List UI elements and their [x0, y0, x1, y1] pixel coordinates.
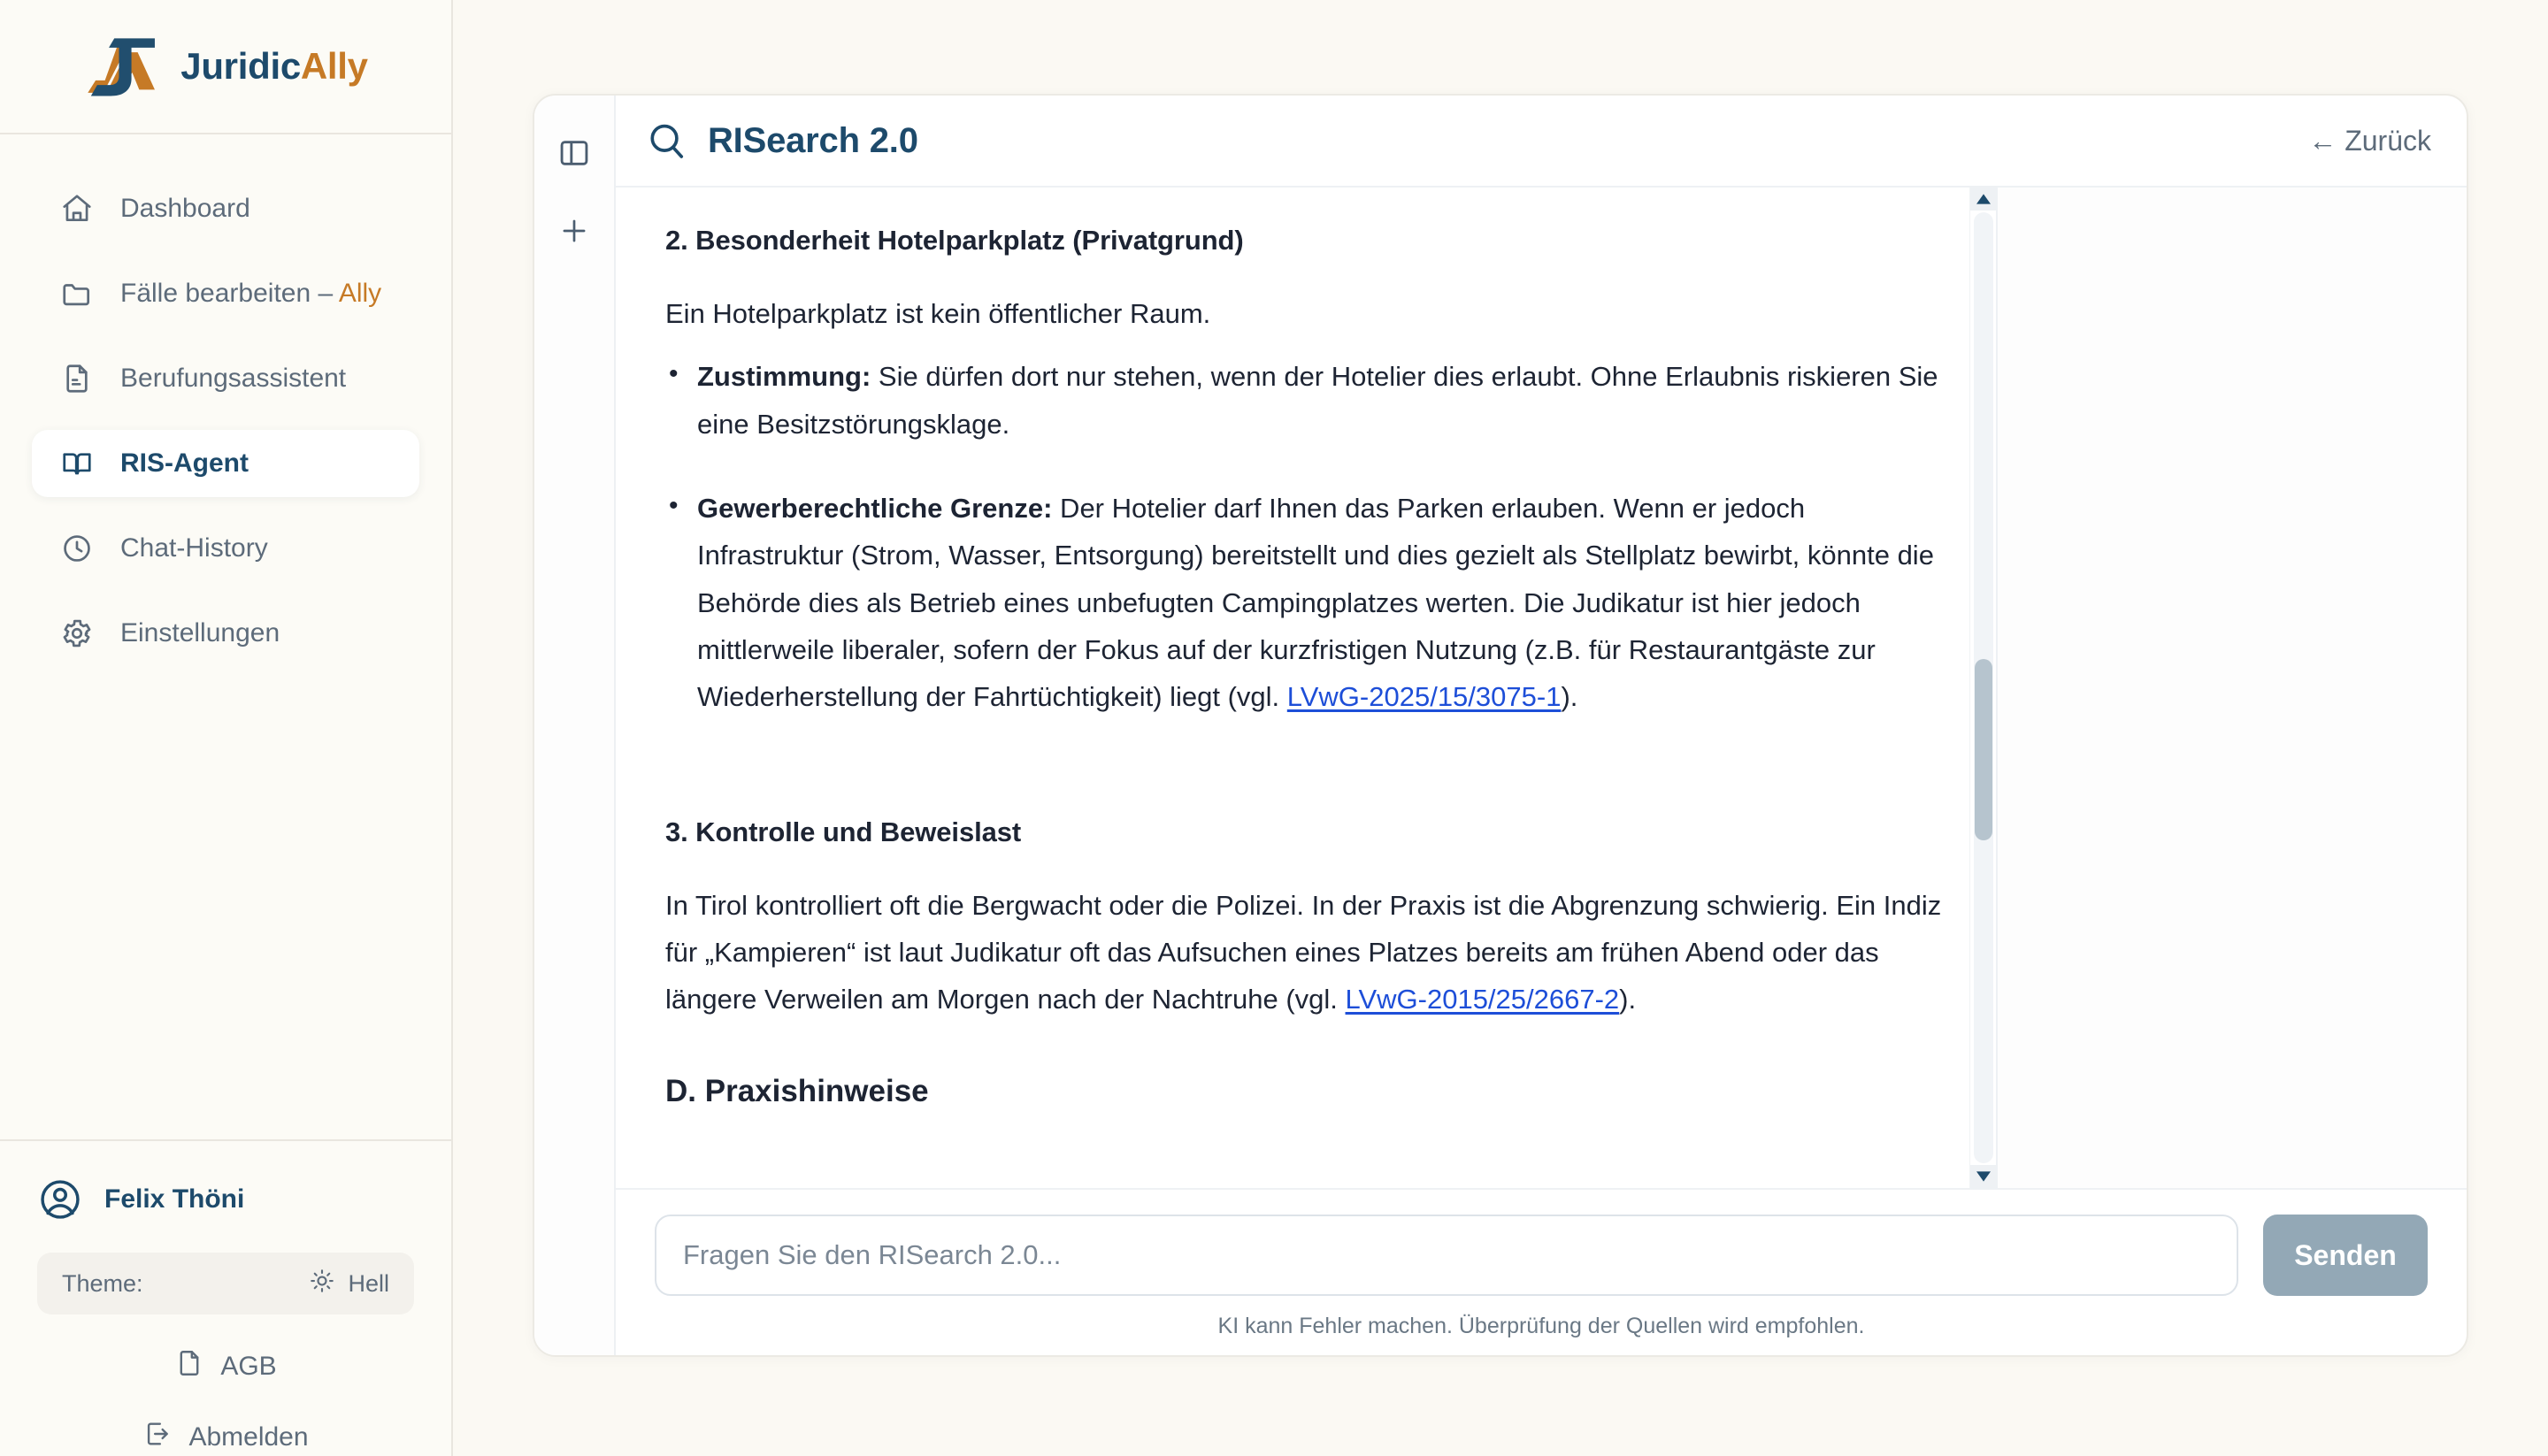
section-2-bullets	[665, 353, 1946, 720]
panel-toggle-icon[interactable]	[554, 133, 595, 173]
sidebar-item-label: Einstellungen	[120, 618, 280, 648]
chat-column	[616, 96, 2467, 1355]
composer-row	[655, 1215, 2428, 1296]
page-title: RISearch 2.0	[708, 120, 918, 160]
agb-label: AGB	[220, 1352, 277, 1381]
section-3-text-tail: ).	[1619, 984, 1637, 1015]
bullet-text: Sie dürfen dort nur stehen, wenn der Hotelier dies erlaubt. Ohne Erlaubnis riskieren Sie eine Besitzstörungsklage.	[697, 361, 1938, 440]
sidebar-item-label: Berufungsassistent	[120, 364, 347, 393]
logout-label: Abmelden	[188, 1422, 309, 1452]
sidebar-footer	[0, 1139, 451, 1456]
theme-value-text: Hell	[348, 1269, 389, 1297]
list-item	[665, 485, 1946, 721]
bullet-term: Zustimmung:	[697, 361, 871, 393]
brand-title	[180, 45, 367, 88]
plus-icon[interactable]	[554, 211, 595, 251]
ai-disclaimer: KI kann Fehler machen. Überprüfung der Quellen wird empfohlen.	[1217, 1314, 1865, 1338]
chat-rail	[534, 96, 616, 1355]
assistant-message	[665, 225, 1946, 1109]
user-name: Felix Thöni	[104, 1184, 245, 1214]
chat-composer	[616, 1188, 2467, 1355]
back-button[interactable]: ← Zurück	[2308, 124, 2431, 157]
sidebar-item-chat-history[interactable]	[32, 515, 419, 582]
sidebar-item-label: RIS-Agent	[120, 448, 249, 478]
section-3-body	[665, 882, 1946, 1023]
sidebar-nav	[0, 134, 451, 685]
agb-link[interactable]	[37, 1348, 414, 1385]
section-heading-d: D. Praxishinweise	[665, 1074, 929, 1109]
gear-icon	[60, 617, 94, 650]
message-scroll-area	[616, 188, 1998, 1188]
theme-value	[309, 1268, 389, 1300]
chat-card	[533, 94, 2468, 1357]
book-open-icon	[60, 447, 94, 480]
theme-label: Theme:	[62, 1269, 143, 1297]
section-heading-2: 2. Besonderheit Hotelparkplatz (Privatgrund)	[665, 225, 1244, 256]
citation-link[interactable]: LVwG-2015/25/2667-2	[1345, 984, 1620, 1015]
section-3-text: In Tirol kontrolliert oft die Bergwacht oder die Polizei. In der Praxis ist die Abgrenzung schwierig. Ein Indiz für „Kampieren“ ist laut Judikatur oft das Aufsuchen eines Platzes bereits am frühen Abend oder das längere Verweilen am Morgen nach der Nachtruhe (vgl.	[665, 889, 1942, 1015]
theme-toggle[interactable]	[37, 1253, 414, 1314]
juridically-monogram-icon	[83, 32, 161, 101]
bullet-text-tail: ).	[1561, 681, 1578, 713]
list-item	[665, 353, 1946, 448]
section-2-intro: Ein Hotelparkplatz ist kein öffentlicher Raum.	[665, 298, 1211, 329]
question-input[interactable]	[655, 1215, 2238, 1296]
main-area	[453, 0, 2548, 1456]
vertical-scrollbar[interactable]	[1969, 188, 1996, 1188]
logout-icon	[142, 1419, 173, 1456]
brand-header	[0, 0, 451, 134]
user-profile[interactable]	[37, 1176, 414, 1222]
caret-down-icon[interactable]	[1970, 1165, 1997, 1188]
chat-header	[616, 96, 2467, 188]
sidebar	[0, 0, 453, 1456]
citation-link[interactable]: LVwG-2025/15/3075-1	[1286, 681, 1562, 713]
sidebar-item-berufungsassistent[interactable]	[32, 345, 419, 412]
scrollbar-track[interactable]	[1974, 212, 1993, 1163]
scrollbar-thumb[interactable]	[1975, 659, 1992, 839]
brand-title-primary: Juridic	[180, 45, 301, 87]
sidebar-item-label-accent: Ally	[338, 279, 382, 308]
sidebar-item-faelle-bearbeiten[interactable]	[32, 260, 419, 327]
clock-icon	[60, 532, 94, 565]
sidebar-spacer	[0, 685, 451, 1139]
spacer	[665, 1023, 1946, 1074]
send-button[interactable]: Senden	[2263, 1215, 2428, 1296]
sidebar-item-ris-agent[interactable]	[32, 430, 419, 497]
brand-title-accent: Ally	[300, 45, 368, 87]
sidebar-item-einstellungen[interactable]	[32, 600, 419, 667]
folder-icon	[60, 277, 94, 310]
bullet-term: Gewerberechtliche Grenze:	[697, 492, 1053, 524]
user-circle-icon	[37, 1176, 83, 1222]
sidebar-item-label: Dashboard	[120, 194, 250, 223]
logout-link[interactable]	[37, 1419, 414, 1456]
chat-body	[616, 188, 2467, 1188]
side-pane	[1998, 188, 2467, 1188]
sidebar-item-dashboard[interactable]	[32, 175, 419, 242]
document-icon	[60, 362, 94, 395]
caret-up-icon[interactable]	[1970, 188, 1997, 211]
bullet-text: Der Hotelier darf Ihnen das Parken erlauben. Wenn er jedoch Infrastruktur (Strom, Wasser, Entsorgung) bereitstellt und dies gezielt als Stellplatz bewirbt, könnte die Behörde dies als Betrieb eines unbefugten Campingplatzes werten. Die Judikatur ist hier jedoch mittlerweile liberaler, sofern der Fokus auf der kurzfristigen Nutzung (z.B. für Restaurantgäste zur Wiederherstellung der Fahrtüchtigkeit) liegt (vgl.	[697, 492, 1934, 713]
file-icon	[174, 1348, 204, 1385]
section-heading-3: 3. Kontrolle und Beweislast	[665, 816, 1022, 847]
sidebar-item-label: Fälle bearbeiten – Ally	[120, 279, 382, 308]
spacer	[665, 758, 1946, 809]
chat-title-group	[646, 120, 918, 161]
search-icon	[646, 120, 687, 161]
sidebar-item-label: Chat-History	[120, 533, 268, 563]
sun-icon	[309, 1268, 335, 1300]
home-icon	[60, 192, 94, 226]
